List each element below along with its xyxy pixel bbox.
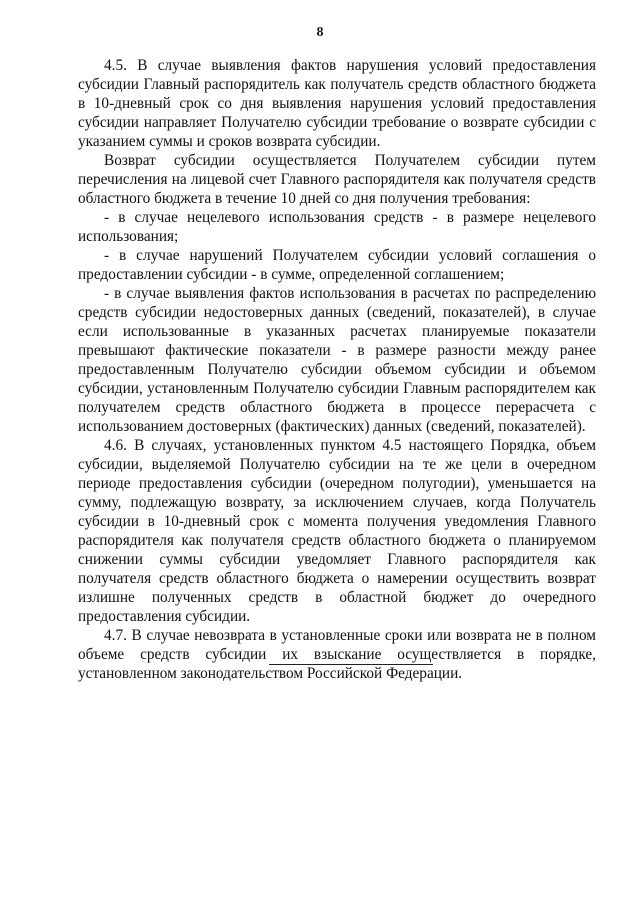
page-number: 8 [316, 25, 324, 40]
paragraph-4-7: 4.7. В случае невозврата в установленные сроки или возврата не в полном объеме средств субсидии их взыскание осуществляется в порядке, установленном законодательством Российской Федерации. [78, 627, 596, 682]
document-body [78, 56, 596, 683]
paragraph-4-6: 4.6. В случаях, установленных пунктом 4.5 настоящего Порядка, объем субсидии, выделяемой Получателю субсидии на те же цели в очередном периоде предоставления субсидии (очередном полугодии), уменьшается на сумму, подлежащую возврату, за исключением случаев, когда Получатель субсидии в 10-дневный срок с момента получения уведомления Главного распорядителя как получателя средств областного бюджета о планируемом снижении суммы субсидии уведомляет Главного распорядителя как получателя средств областного бюджета о намерении осуществить возврат излишне полученных средств в областной бюджет до очередного предоставления субсидии. [78, 437, 596, 625]
end-separator-line [269, 664, 433, 665]
list-item-misuse: - в случае нецелевого использования средств - в размере нецелевого использования; [78, 209, 596, 245]
list-item-false-data: - в случае выявления фактов использования в расчетах по распределению средств субсидии недостоверных данных (сведений, показателей), в случае если использованные в указанных расчетах планируемые показатели превышают фактические показатели - в размере разности между ранее предоставленным Получателю субсидии объемом субсидии и объемом субсидии, установленным Получателю субсидии Главным распорядителем как получателем средств областного бюджета в процессе перерасчета с использованием достоверных (фактических) данных (сведений, показателей). [78, 285, 596, 435]
list-item-agreement-violation: - в случае нарушений Получателем субсидии условий соглашения о предоставлении субсидии - в сумме, определенной соглашением; [78, 247, 596, 283]
paragraph-4-5: 4.5. В случае выявления фактов нарушения условий предоставления субсидии Главный распорядитель как получатель средств областного бюджета в 10-дневный срок со дня выявления нарушения условий предоставления субсидии направляет Получателю субсидии требование о возврате субсидии с указанием суммы и сроков возврата субсидии. [78, 57, 596, 150]
paragraph-return-procedure: Возврат субсидии осуществляется Получателем субсидии путем перечисления на лицевой счет Главного распорядителя как получателя средств областного бюджета в течение 10 дней со дня получения требования: [78, 152, 596, 207]
